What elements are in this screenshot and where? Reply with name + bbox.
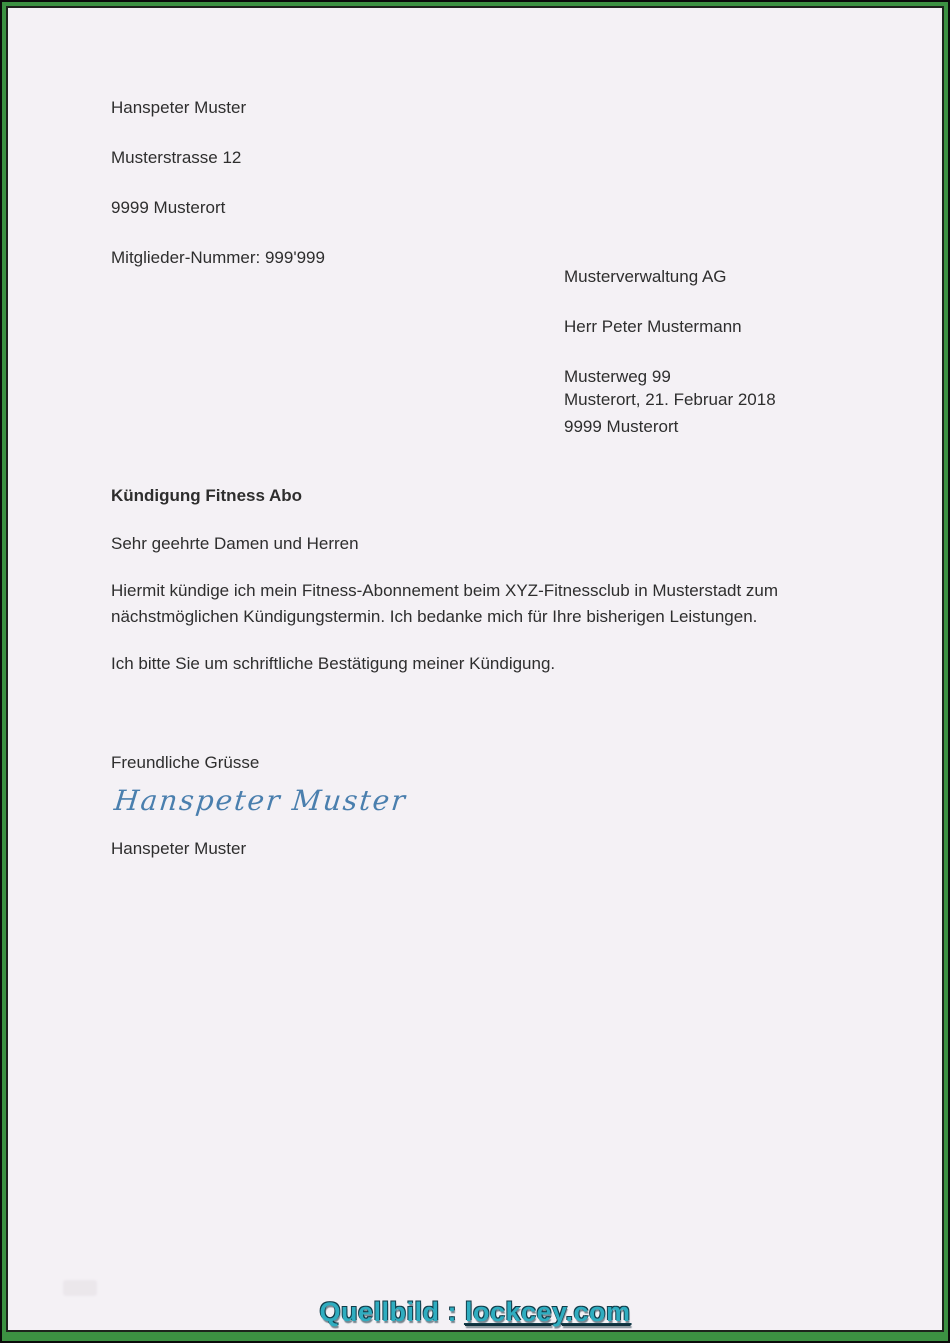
body-paragraph-2: Ich bitte Sie um schriftliche Bestätigung meiner Kündigung. [111,654,556,673]
recipient-street: Musterweg 99 [564,367,671,386]
body-paragraph-1: Hiermit kündige ich mein Fitness-Abonnement beim XYZ-Fitnessclub in Musterstadt zum nächstmöglichen Kündigungstermin. Ich bedanke mich für Ihre bisherigen Leistungen. [111,581,779,626]
faint-watermark [63,1280,97,1296]
sender-city: 9999 Musterort [111,198,226,217]
image-credit [8,1297,942,1328]
credit-link[interactable]: lockcey.com [464,1297,631,1327]
signer-printed-name: Hanspeter Muster [111,839,247,858]
recipient-company: Musterverwaltung AG [564,267,727,286]
date-line: Musterort, 21. Februar 2018 [564,390,776,409]
sender-member-number: Mitglieder-Nummer: 999'999 [111,248,325,267]
handwritten-signature: Hanspeter Muster [112,784,409,817]
sender-name: Hanspeter Muster [111,98,247,117]
letter-page [6,6,944,1332]
subject-line: Kündigung Fitness Abo [111,486,303,505]
recipient-address-block [564,239,742,464]
salutation: Sehr geehrte Damen und Herren [111,534,359,553]
sender-street: Musterstrasse 12 [111,148,242,167]
recipient-city: 9999 Musterort [564,417,679,436]
recipient-person: Herr Peter Mustermann [564,317,742,336]
closing-phrase: Freundliche Grüsse [111,753,260,772]
credit-label: Quellbild : [319,1297,457,1327]
sender-address-block [111,70,325,295]
